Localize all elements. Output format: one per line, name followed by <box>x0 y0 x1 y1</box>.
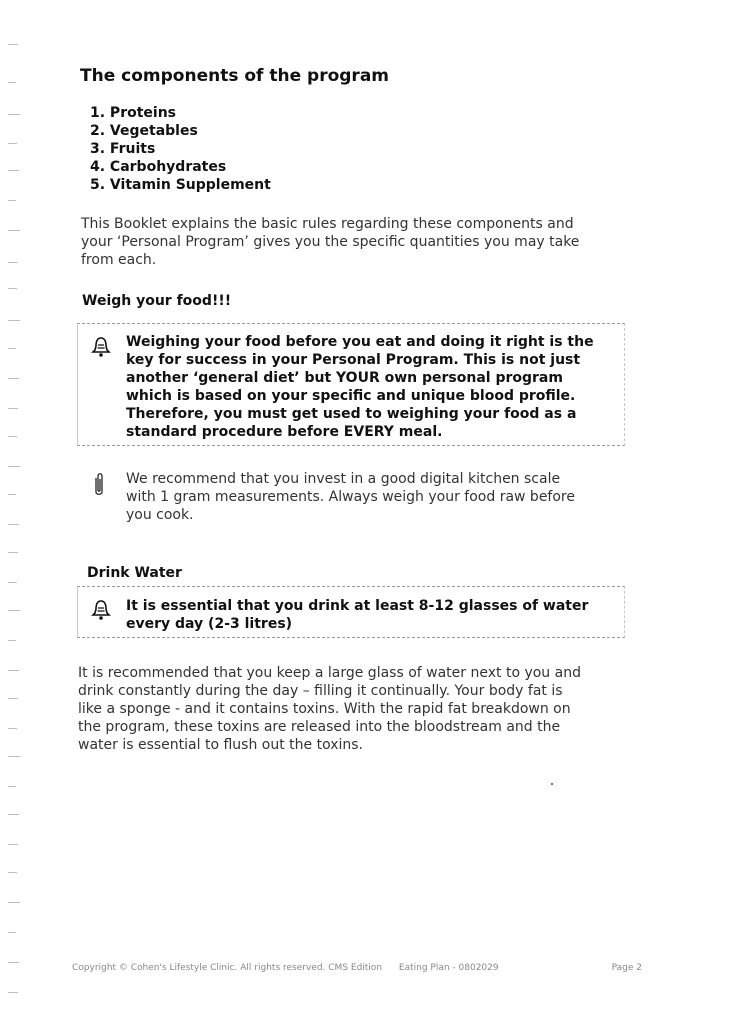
text-line: with 1 gram measurements. Always weigh your food raw before <box>126 489 575 505</box>
list-item: 3. Fruits <box>90 141 156 157</box>
bell-icon <box>90 599 112 621</box>
list-item: 5. Vitamin Supplement <box>90 177 271 193</box>
text-line: Weighing your food before you eat and doing it right is the <box>126 334 594 350</box>
footer-plan: Eating Plan - 0802029 <box>398 963 499 973</box>
paperclip-icon <box>92 472 106 498</box>
weigh-callout-text <box>126 333 614 441</box>
water-callout <box>77 586 625 638</box>
text-line: It is essential that you drink at least 8-12 glasses of water <box>126 598 589 614</box>
list-item: 2. Vegetables <box>90 123 198 139</box>
text-line: which is based on your specific and unique blood profile. <box>126 388 576 404</box>
text-line: We recommend that you invest in a good digital kitchen scale <box>126 471 561 487</box>
scan-margin-marks <box>8 30 28 1010</box>
weigh-callout <box>77 323 625 446</box>
list-item: 4. Carbohydrates <box>90 159 227 175</box>
water-paragraph <box>78 664 638 754</box>
text-line: every day (2-3 litres) <box>126 616 293 632</box>
list-item: 1. Proteins <box>90 105 177 121</box>
text-line: water is essential to flush out the toxins. <box>78 737 363 753</box>
scale-tip <box>126 470 626 524</box>
text-line: like a sponge - and it contains toxins. With the rapid fat breakdown on <box>78 701 571 717</box>
components-list <box>90 104 271 194</box>
text-line: It is recommended that you keep a large glass of water next to you and <box>78 665 581 681</box>
text-line: you cook. <box>126 507 194 523</box>
page-number: Page 2 <box>611 963 642 973</box>
text-line: the program, these toxins are released into the bloodstream and the <box>78 719 561 735</box>
water-heading: Drink Water <box>87 565 182 581</box>
bell-icon <box>90 336 112 358</box>
text-line: another ‘general diet’ but YOUR own personal program <box>126 370 563 386</box>
footer-copyright: Copyright © Cohen's Lifestyle Clinic. All rights reserved. CMS Edition <box>72 963 383 973</box>
text-line: drink constantly during the day – filling it continually. Your body fat is <box>78 683 563 699</box>
text-line: your ‘Personal Program’ gives you the specific quantities you may take <box>81 234 580 250</box>
intro-paragraph <box>81 215 641 269</box>
text-line: This Booklet explains the basic rules regarding these components and <box>81 216 574 232</box>
text-line: from each. <box>81 252 157 268</box>
section-heading: The components of the program <box>80 66 390 86</box>
page-footer <box>72 963 642 973</box>
text-line: standard procedure before EVERY meal. <box>126 424 443 440</box>
text-line: Therefore, you must get used to weighing your food as a <box>126 406 577 422</box>
weigh-heading: Weigh your food!!! <box>82 293 232 309</box>
text-line: key for success in your Personal Program. This is not just <box>126 352 581 368</box>
water-callout-text <box>126 597 614 633</box>
scan-speck <box>551 783 553 785</box>
